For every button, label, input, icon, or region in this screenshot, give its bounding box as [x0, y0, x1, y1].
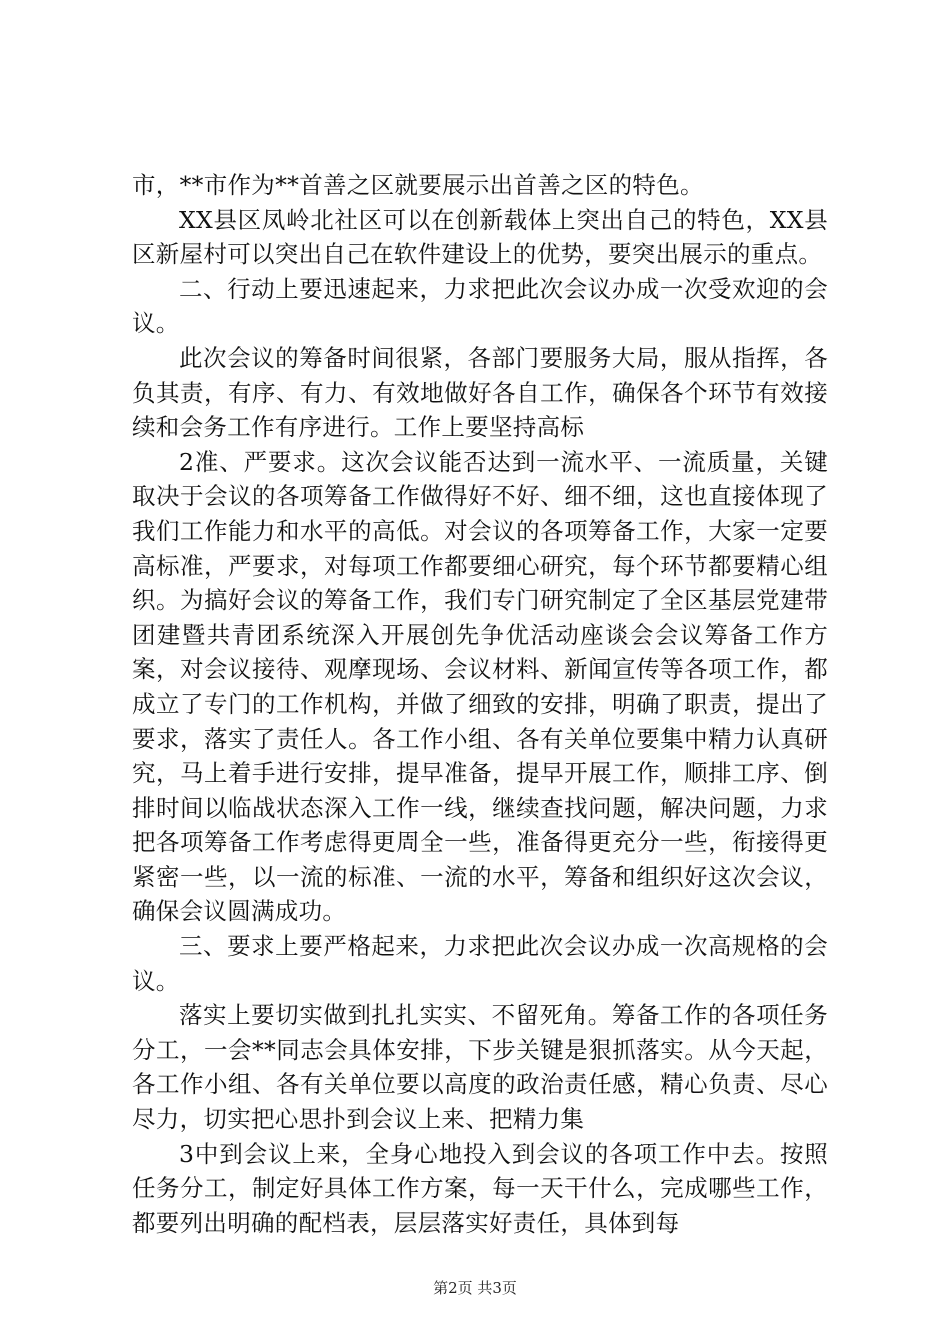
paragraph-4: 此次会议的筹备时间很紧，各部门要服务大局，服从指挥，各负其责，有序、有力、有效地做好各自工作，确保各个环节有效接续和会务工作有序进行。工作上要坚持高标 [132, 343, 828, 442]
page-footer [0, 1278, 950, 1298]
paragraph-8: 3中到会议上来，全身心地投入到会议的各项工作中去。按照任务分工，制定好具体工作方案，每一天干什么，完成哪些工作，都要列出明确的配档表，层层落实好责任，具体到每 [132, 1139, 828, 1237]
paragraph-7: 落实上要切实做到扎扎实实、不留死角。筹备工作的各项任务分工，一会**同志会具体安排，下步关键是狠抓落实。从今天起，各工作小组、各有关单位要以高度的政治责任感，精心负责、尽心尽力，切实把心思扑到会议上来、把精力集 [132, 1001, 828, 1134]
paragraph-5: 2准、严要求。这次会议能否达到一流水平、一流质量，关键取决于会议的各项筹备工作做得好不好、细不细，这也直接体现了我们工作能力和水平的高低。对会议的各项筹备工作，大家一定要高标准，严要求，对每项工作都要细心研究，每个环节都要精心组织。为搞好会议的筹备工作，我们专门研究制定了全区基层党建带团建暨共青团系统深入开展创先争优活动座谈会会议筹备工作方案，对会议接待、观摩现场、会议材料、新闻宣传等各项工作，都成立了专门的工作机构，并做了细致的安排，明确了职责，提出了要求，落实了责任人。各工作小组、各有关单位要集中精力认真研究，马上着手进行安排，提早准备，提早开展工作，顺排工序、倒排时间以临战状态深入工作一线，继续查找问题，解决问题，力求把各项筹备工作考虑得更周全一些，准备得更充分一些，衔接得更紧密一些，以一流的标准、一流的水平，筹备和组织好这次会议，确保会议圆满成功。 [132, 447, 828, 926]
paragraph-2: XX县区凤岭北社区可以在创新载体上突出自己的特色，XX县区新屋村可以突出自己在软件建设上的优势，要突出展示的重点。 [132, 205, 828, 269]
paragraph-6: 三、要求上要严格起来，力求把此次会议办成一次高规格的会议。 [132, 932, 828, 995]
page-number: 第2页 共3页 [433, 1279, 517, 1297]
document-body [132, 168, 828, 1240]
paragraph-3: 二、行动上要迅速起来，力求把此次会议办成一次受欢迎的会议。 [132, 274, 828, 338]
paragraph-1: 市，**市作为**首善之区就要展示出首善之区的特色。 [132, 171, 704, 199]
